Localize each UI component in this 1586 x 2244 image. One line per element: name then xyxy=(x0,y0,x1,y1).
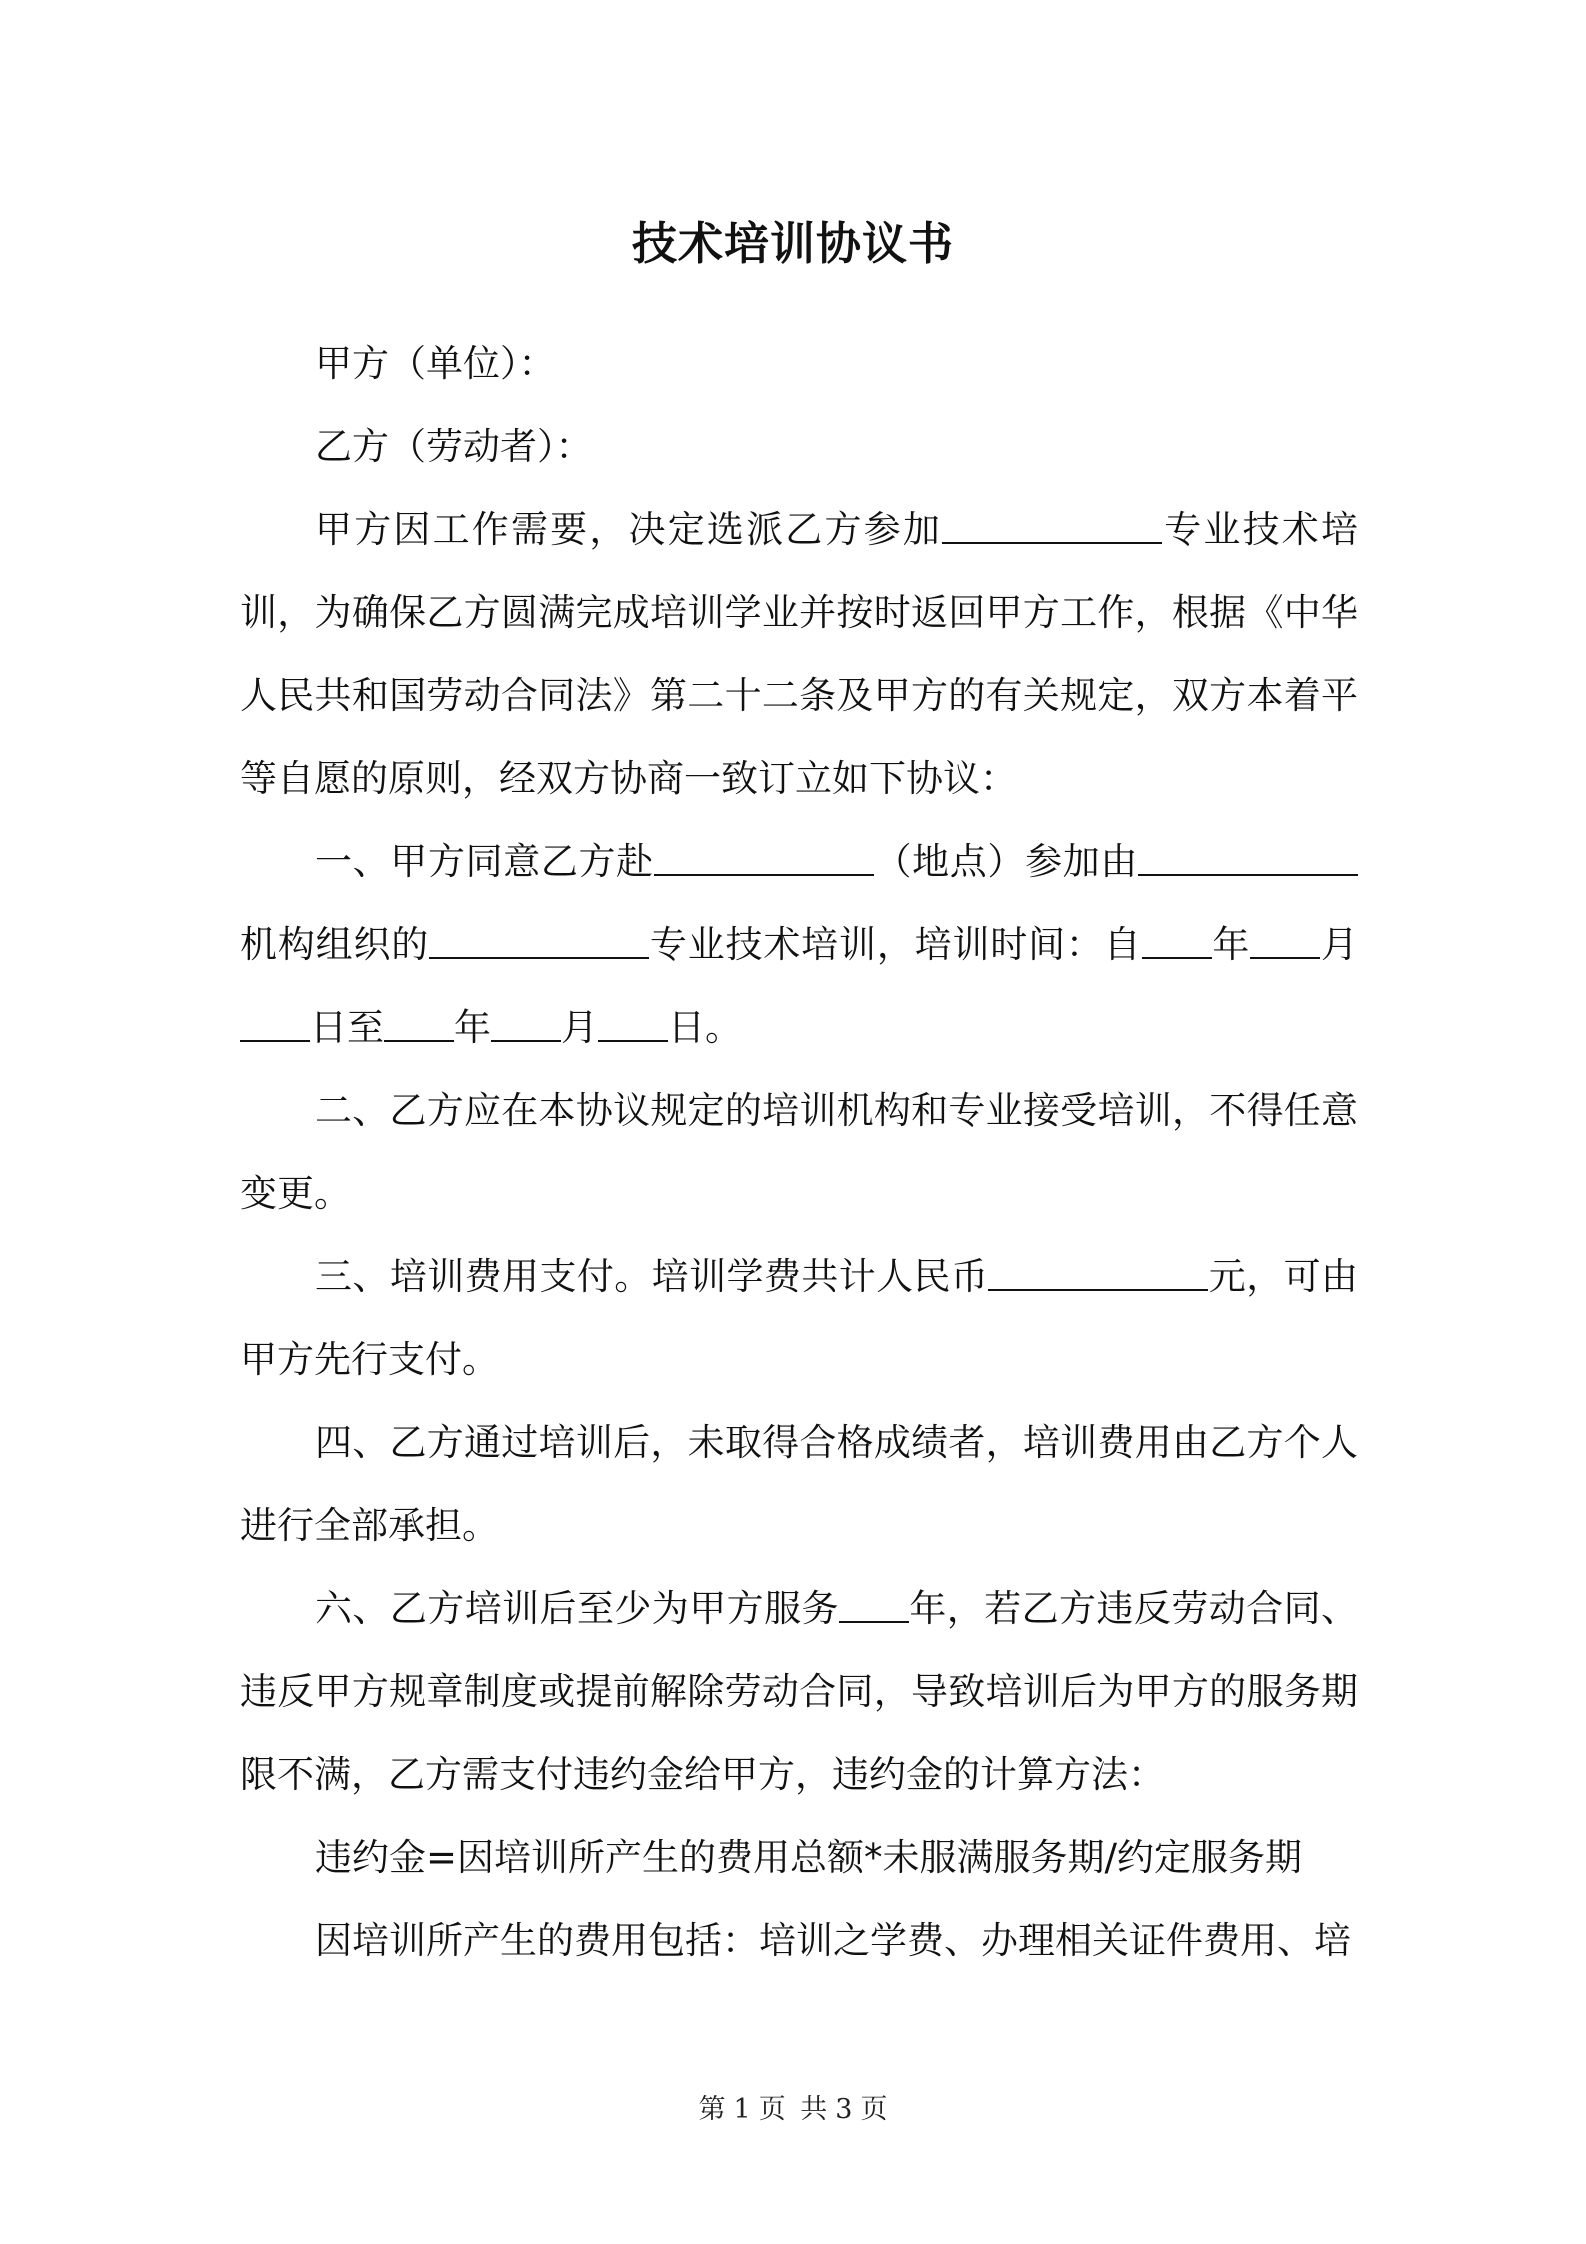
clause-4: 四、乙方通过培训后，未取得合格成绩者，培训费用由乙方个人进行全部承担。 xyxy=(240,1421,1358,1547)
footer-suffix: 页 xyxy=(860,2094,888,2125)
clause-3-text-1: 三、培训费用支付。培训学费共计人民币 xyxy=(315,1255,989,1298)
clause-3 xyxy=(240,1235,1358,1401)
footer-current-page: 1 xyxy=(733,2094,751,2125)
end-month-blank xyxy=(491,1004,561,1042)
intro-text-1: 甲方因工作需要，决定选派乙方参加 xyxy=(315,508,943,551)
start-day-label: 日至 xyxy=(310,1006,384,1049)
footer-total-pages: 3 xyxy=(835,2094,853,2125)
costs-line: 因培训所产生的费用包括：培训之学费、办理相关证件费用、培 xyxy=(315,1919,1351,1962)
footer-middle: 页 共 xyxy=(758,2094,828,2125)
clause-1-text-2: （地点）参加由 xyxy=(873,840,1139,883)
intro-paragraph xyxy=(240,488,1358,820)
clause-1-text-1: 一、甲方同意乙方赴 xyxy=(315,840,654,883)
intro-text-2: 专业技术培训，为确保乙方圆满完成培训学业并按时返回甲方工作，根据《中华人民共和国劳动合同法》第二十二条及甲方的有关规定，双方本着平等自愿的原则，经双方协商一致订立如下协议： xyxy=(240,508,1358,800)
clause-6-text-1: 六、乙方培训后至少为甲方服务 xyxy=(315,1587,839,1630)
footer-prefix: 第 xyxy=(698,2094,726,2125)
document-title: 技术培训协议书 xyxy=(631,217,954,270)
start-day-blank xyxy=(240,1004,310,1042)
penalty-formula: 违约金=因培训所产生的费用总额*未服满服务期/约定服务期 xyxy=(315,1836,1302,1879)
training-major-blank xyxy=(942,506,1162,544)
tuition-amount-blank xyxy=(988,1253,1208,1291)
clause-1-text-4: 专业技术培训，培训时间：自 xyxy=(649,923,1142,966)
start-month-blank xyxy=(1250,921,1320,959)
start-year-blank xyxy=(1142,921,1212,959)
major-blank xyxy=(429,921,649,959)
location-blank xyxy=(654,838,874,876)
clause-1-text-3: 机构组织的 xyxy=(240,923,430,966)
service-years-blank xyxy=(839,1585,909,1623)
document-body xyxy=(240,322,1358,1982)
clause-6-text-2: 年，若乙方违反劳动合同、违反甲方规章制度或提前解除劳动合同，导致培训后为甲方的服务期限不满，乙方需支付违约金给甲方，违约金的计算方法： xyxy=(240,1587,1359,1796)
end-day-blank xyxy=(598,1004,668,1042)
organizer-blank xyxy=(1138,838,1358,876)
clause-6 xyxy=(240,1567,1358,1816)
start-year-label: 年 xyxy=(1211,923,1251,966)
end-day-label: 日。 xyxy=(668,1006,742,1049)
party-b-line: 乙方（劳动者）： xyxy=(315,425,593,468)
end-year-label: 年 xyxy=(454,1006,491,1049)
clause-2: 二、乙方应在本协议规定的培训机构和专业接受培训，不得任意变更。 xyxy=(240,1089,1358,1215)
clause-3-text-2: 元，可由甲方先行支付。 xyxy=(240,1255,1359,1381)
start-month-label: 月 xyxy=(1320,923,1359,966)
end-month-label: 月 xyxy=(561,1006,598,1049)
end-year-blank xyxy=(384,1004,454,1042)
page-footer xyxy=(0,2090,1586,2130)
party-a-line: 甲方（单位）： xyxy=(315,342,556,385)
clause-1 xyxy=(240,820,1358,1069)
